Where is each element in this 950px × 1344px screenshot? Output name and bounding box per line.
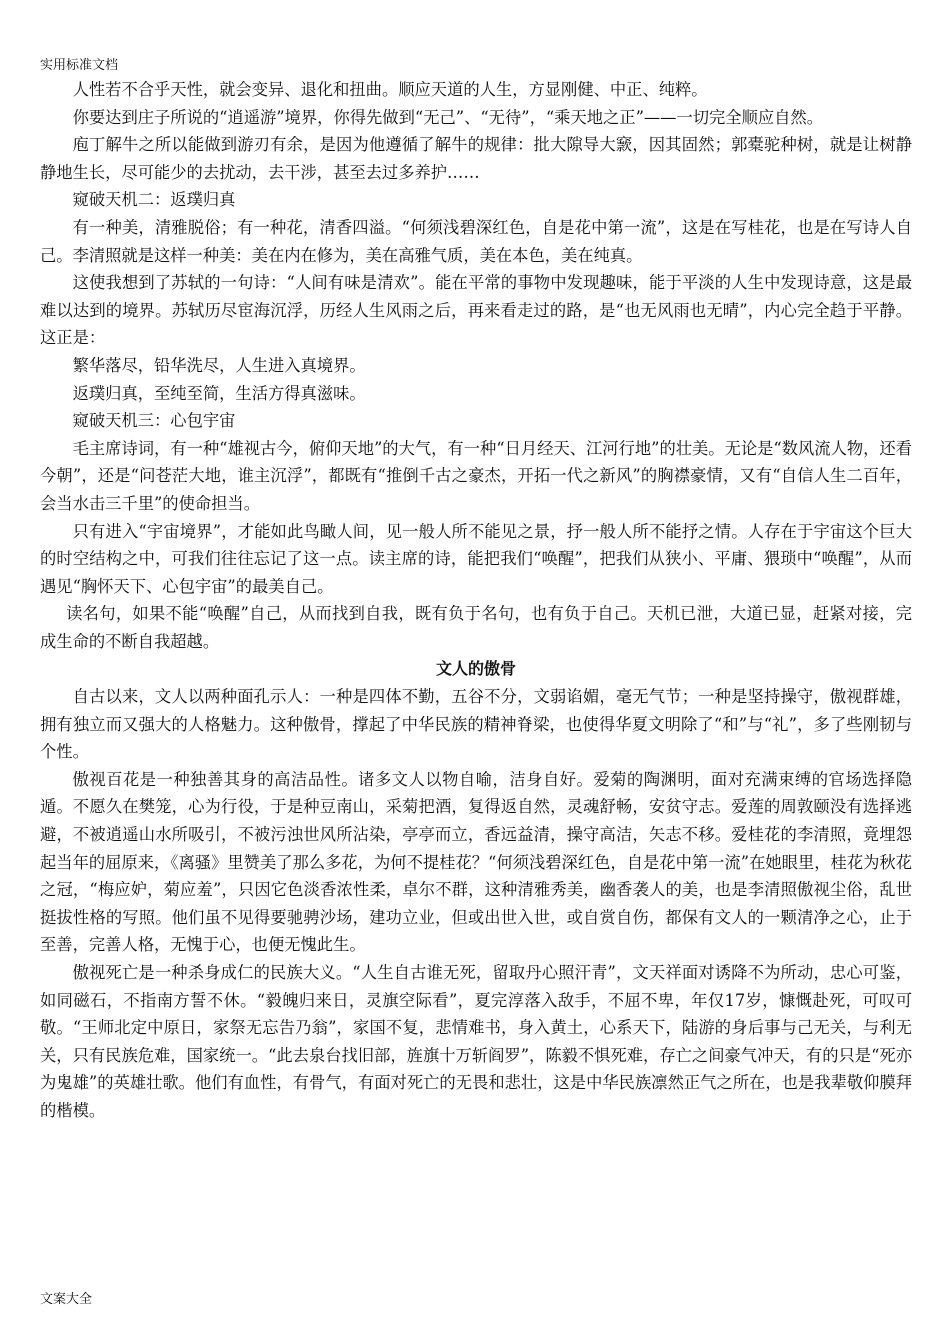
paragraph: 毛主席诗词，有一种“雄视古今，俯仰天地”的大气，有一种“日月经天、江河行地”的壮美。无论是“数风流人物，还看今朝”，还是“问苍茫大地，谁主沉浮”，都既有“推倒千古之豪杰，开拓一代之新风”的胸襟豪情，又有“自信人生二百年，会当水击三千里”的使命担当。 (40, 438, 912, 513)
verse-line: 繁华落尽，铅华洗尽，人生进入真境界。 (72, 355, 366, 375)
paragraph: 自古以来，文人以两种面孔示人：一种是四体不勤，五谷不分，文弱谄媚，毫无气节；一种是坚持操守，傲视群雄，拥有独立而又强大的人格魅力。这种傲骨，撑起了中华民族的精神脊梁，也使得华夏文明除了“和”与“礼”，多了些刚韧与个性。 (40, 687, 912, 762)
paragraph: 傲视死亡是一种杀身成仁的民族大义。“人生自古谁无死，留取丹心照汗青”，文天祥面对诱降不为所动，忠心可鉴，如同磁石，不指南方誓不休。“毅魄归来日，灵旗空际看”，夏完淳落入敌手，不屈不卑，年仅17岁，慷慨赴死，可叹可敬。“王师北定中原日，家祭无忘告乃翁”，家国不复，悲情难书，身入黄土，心系天下，陆游的身后事与己无关，与利无关，只有民族危难，国家统一。“此去泉台找旧部，旌旗十万斩阎罗”，陈毅不惧死难，存亡之间豪气冲天，有的只是“死亦为鬼雄”的英雄壮歌。他们有血性，有骨气，有面对死亡的无畏和悲壮，这是中华民族凛然正气之所在，也是我辈敬仰膜拜的楷模。 (40, 963, 912, 1120)
footer-note: 文案大全 (40, 1292, 93, 1307)
paragraph: 只有进入“宇宙境界”，才能如此鸟瞰人间，见一般人所不能见之景，抒一般人所不能抒之情。人存在于宇宙这个巨大的时空结构之中，可我们往往忘记了这一点。读主席的诗，能把我们“唤醒”，把我们从狭小、平庸、猥琐中“唤醒”，从而遇见“胸怀天下、心包宇宙”的最美自己。 (40, 521, 912, 596)
section-heading: 窥破天机二：返璞归真 (72, 190, 236, 210)
paragraph: 人性若不合乎天性，就会变异、退化和扭曲。顺应天道的人生，方显刚健、中正、纯粹。 (72, 80, 708, 99)
paragraph: 这使我想到了苏轼的一句诗：“人间有味是清欢”。能在平常的事物中发现趣味，能于平淡的人生中发现诗意，这是最难以达到的境界。苏轼历尽宦海沉浮，历经人生风雨之后，再来看走过的路，是“也无风雨也无晴”，内心完全趋于平静。这正是： (40, 273, 912, 348)
paragraph: 傲视百花是一种独善其身的高洁品性。诸多文人以物自喻，洁身自好。爱菊的陶渊明，面对充满束缚的官场选择隐遁。不愿久在樊笼，心为行役，于是种豆南山，采菊把酒，复得返自然，灵魂舒畅，安贫守志。爱莲的周敦颐没有选择逃避，不被逍遥山水所吸引，不被污浊世风所沾染，亭亭而立，香远益清，操守高洁，矢志不移。爱桂花的李清照，竟埋怨起当年的屈原来，《离骚》里赞美了那么多花，为何不提桂花？“何须浅碧深红色，自是花中第一流”在她眼里，桂花为秋花之冠，“梅应妒，菊应羞”，只因它色淡香浓性柔，卓尔不群，这种清雅秀美，幽香袭人的美，也是李清照傲视尘俗，乱世挺拔性格的写照。他们虽不见得要驰骋沙场，建功立业，但或出世入世，或自赏自伤，都保有文人的一颗清净之心，止于至善，完善人格，无愧于心，也便无愧此生。 (40, 769, 912, 955)
document-body (40, 76, 912, 1125)
header-note: 实用标准文档 (40, 58, 119, 73)
section-heading: 窥破天机三：心包宇宙 (72, 411, 236, 431)
verse-line: 返璞归真，至纯至简，生活方得真滋味。 (72, 383, 366, 403)
paragraph: 庖丁解牛之所以能做到游刃有余，是因为他遵循了解牛的规律：批大隙导大窾，因其固然；郭橐驼种树，就是让树静静地生长，尽可能少的去扰动，去干涉，甚至去过多养护…… (40, 135, 912, 182)
paragraph: 有一种美，清雅脱俗；有一种花，清香四溢。“何须浅碧深红色，自是花中第一流”，这是在写桂花，也是在写诗人自己。李清照就是这样一种美：美在内在修为，美在高雅气质，美在本色，美在纯真。 (40, 217, 912, 265)
paragraph: 读名句，如果不能“唤醒”自己，从而找到自我，既有负于名句，也有负于自己。天机已泄，大道已显，赶紧对接，完成生命的不断自我超越。 (40, 604, 912, 651)
article-title: 文人的傲骨 (435, 659, 516, 679)
paragraph: 你要达到庄子所说的“逍遥游”境界，你得先做到“无己”、“无待”，“乘天地之正”——一切完全顺应自然。 (72, 107, 823, 127)
